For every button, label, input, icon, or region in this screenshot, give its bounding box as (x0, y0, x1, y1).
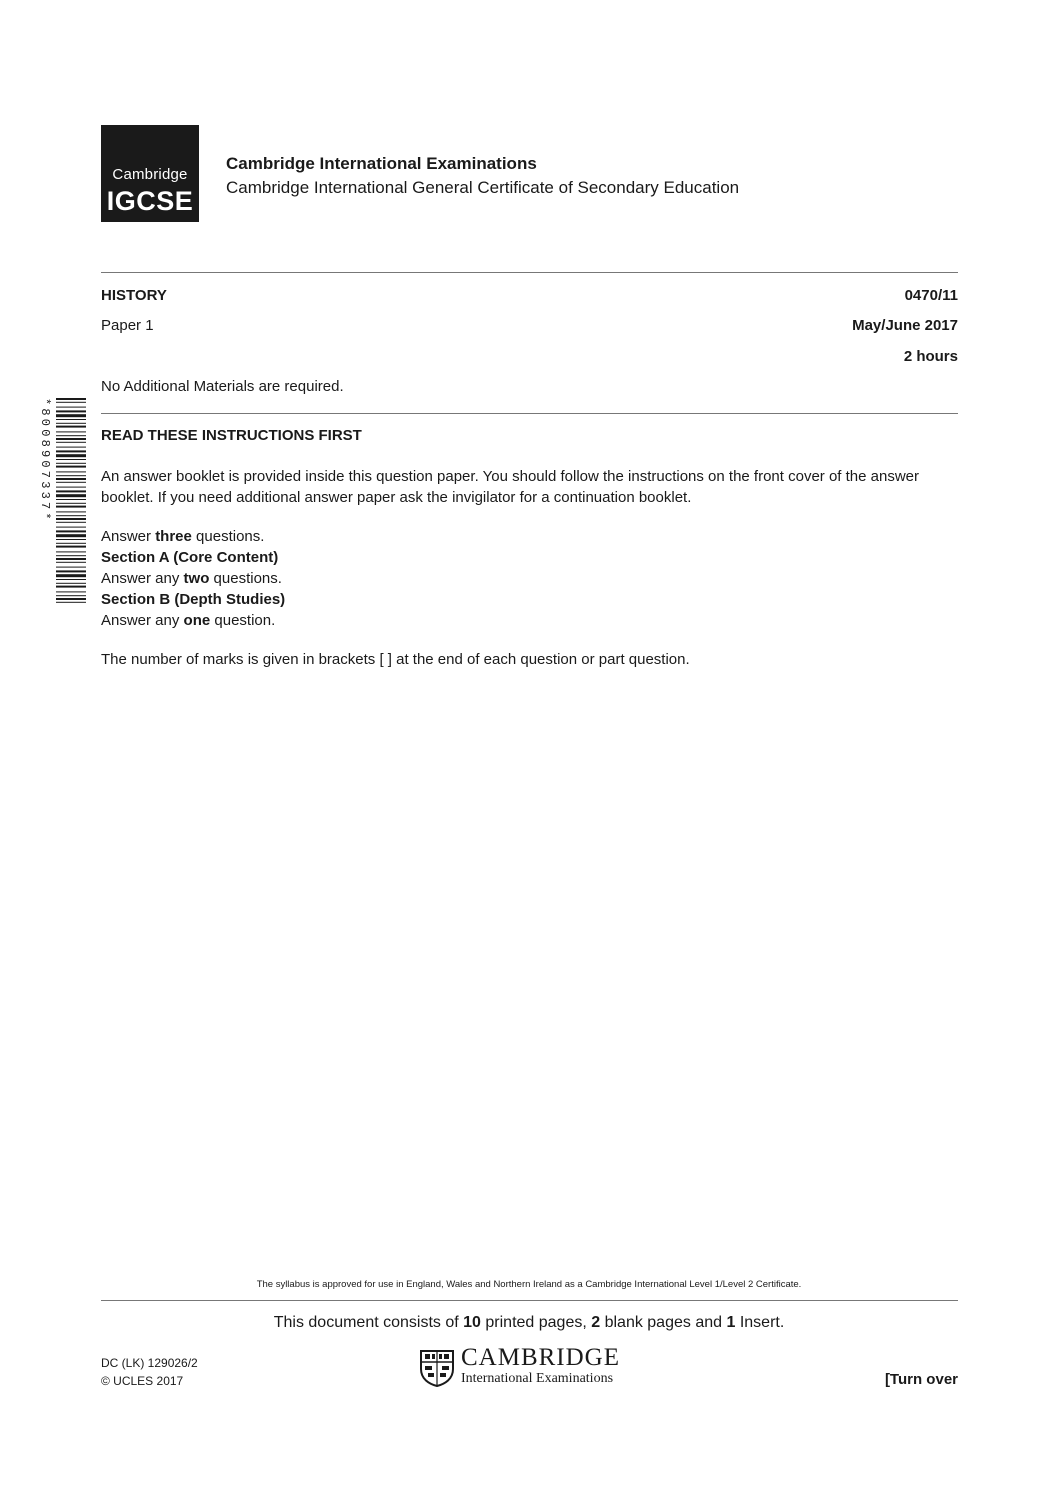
barcode-bar (56, 414, 86, 417)
barcode-digits: *8008907337* (38, 398, 52, 523)
barcode-bar (56, 459, 86, 460)
barcode-bars (56, 398, 86, 603)
barcode-bar (56, 579, 86, 580)
barcode-bar (56, 442, 86, 443)
barcode-bar (56, 586, 86, 588)
barcode-bar (56, 527, 86, 528)
barcode-bar (56, 499, 86, 500)
marks-note: The number of marks is given in brackets [ ] at the end of each question or part question. (101, 651, 690, 668)
barcode-bar (56, 407, 86, 408)
exam-board-name: Cambridge International Examinations (226, 154, 537, 173)
answer-rules (101, 526, 285, 631)
section-b-heading: Section B (Depth Studies) (101, 591, 286, 608)
logo-line2: IGCSE (106, 186, 194, 216)
answer-rule: Answer three questions. (101, 528, 265, 545)
barcode-bar (56, 539, 86, 540)
barcode-bar (56, 402, 86, 403)
barcode-bar (56, 522, 86, 523)
barcode-bar (56, 555, 86, 556)
barcode-bar (56, 515, 86, 516)
barcode-bar (56, 454, 86, 457)
barcode-bar (56, 410, 86, 412)
divider-footer (101, 1300, 958, 1301)
barcode-bar (56, 551, 86, 552)
barcode-bar (56, 511, 86, 512)
copyright: © UCLES 2017 (101, 1374, 184, 1388)
barcode-bar (56, 598, 86, 600)
materials-note: No Additional Materials are required. (101, 378, 344, 395)
page-count-note: This document consists of 10 printed pages, 2 blank pages and 1 Insert. (273, 1314, 785, 1331)
barcode-bar (56, 419, 86, 420)
barcode-bar (56, 570, 86, 572)
barcode-bar (56, 506, 86, 508)
section-a-rule: Answer any two questions. (101, 570, 282, 587)
barcode-bar (56, 595, 86, 596)
barcode-bar (56, 471, 86, 472)
barcode-bar (56, 574, 86, 577)
subject: HISTORY (101, 287, 167, 304)
divider-mid (101, 413, 958, 414)
cambridge-igcse-logo (101, 125, 199, 222)
barcode-bar (56, 583, 86, 584)
cambridge-crest-icon (419, 1349, 455, 1387)
barcode-bar (56, 558, 86, 560)
document-code: DC (LK) 129026/2 (101, 1356, 198, 1370)
barcode-bar (56, 423, 86, 424)
barcode-bar (56, 534, 86, 537)
barcode-bar (56, 463, 86, 464)
barcode-bar (56, 567, 86, 568)
divider-top (101, 272, 958, 273)
barcode-bar (56, 546, 86, 548)
barcode-bar (56, 447, 86, 448)
instructions-heading: READ THESE INSTRUCTIONS FIRST (101, 427, 362, 444)
section-b-rule: Answer any one question. (101, 612, 276, 629)
barcode-bar (56, 490, 86, 492)
cambridge-subtitle: International Examinations (461, 1371, 614, 1386)
section-a-heading: Section A (Core Content) (101, 549, 279, 566)
barcode-bar (56, 602, 86, 603)
exam-session: May/June 2017 (852, 317, 958, 334)
paper-code: 0470/11 (904, 287, 958, 304)
barcode-bar (56, 487, 86, 488)
barcode-bar (56, 435, 86, 436)
qualification-name: Cambridge International General Certificate of Secondary Education (226, 178, 740, 197)
barcode-bar (56, 431, 86, 432)
turn-over: [Turn over (884, 1371, 958, 1388)
duration: 2 hours (903, 348, 958, 365)
barcode-bar (56, 478, 86, 480)
barcode-bar (56, 450, 86, 452)
barcode-bar (56, 530, 86, 532)
syllabus-note: The syllabus is approved for use in England, Wales and Northern Ireland as a Cambridge International Level 1/Level 2 Certificate. (256, 1279, 802, 1290)
barcode-bar (56, 494, 86, 497)
instructions-paragraph: An answer booklet is provided inside this question paper. You should follow the instructions on the front cover of the answer booklet. If you need additional answer paper ask the invigilator for a continuation booklet. (101, 468, 919, 506)
cambridge-wordmark: CAMBRIDGE (461, 1344, 621, 1371)
barcode-bar (56, 591, 86, 592)
barcode-bar (56, 518, 86, 520)
barcode-bar (56, 482, 86, 483)
barcode-bar (56, 426, 86, 428)
barcode (40, 398, 86, 603)
barcode-bar (56, 466, 86, 468)
paper-number: Paper 1 (101, 317, 154, 334)
barcode-bar (56, 475, 86, 476)
barcode-bar (56, 398, 86, 400)
barcode-bar (56, 438, 86, 440)
barcode-bar (56, 503, 86, 504)
barcode-bar (56, 562, 86, 563)
logo-line1: Cambridge (112, 166, 188, 183)
barcode-bar (56, 543, 86, 544)
